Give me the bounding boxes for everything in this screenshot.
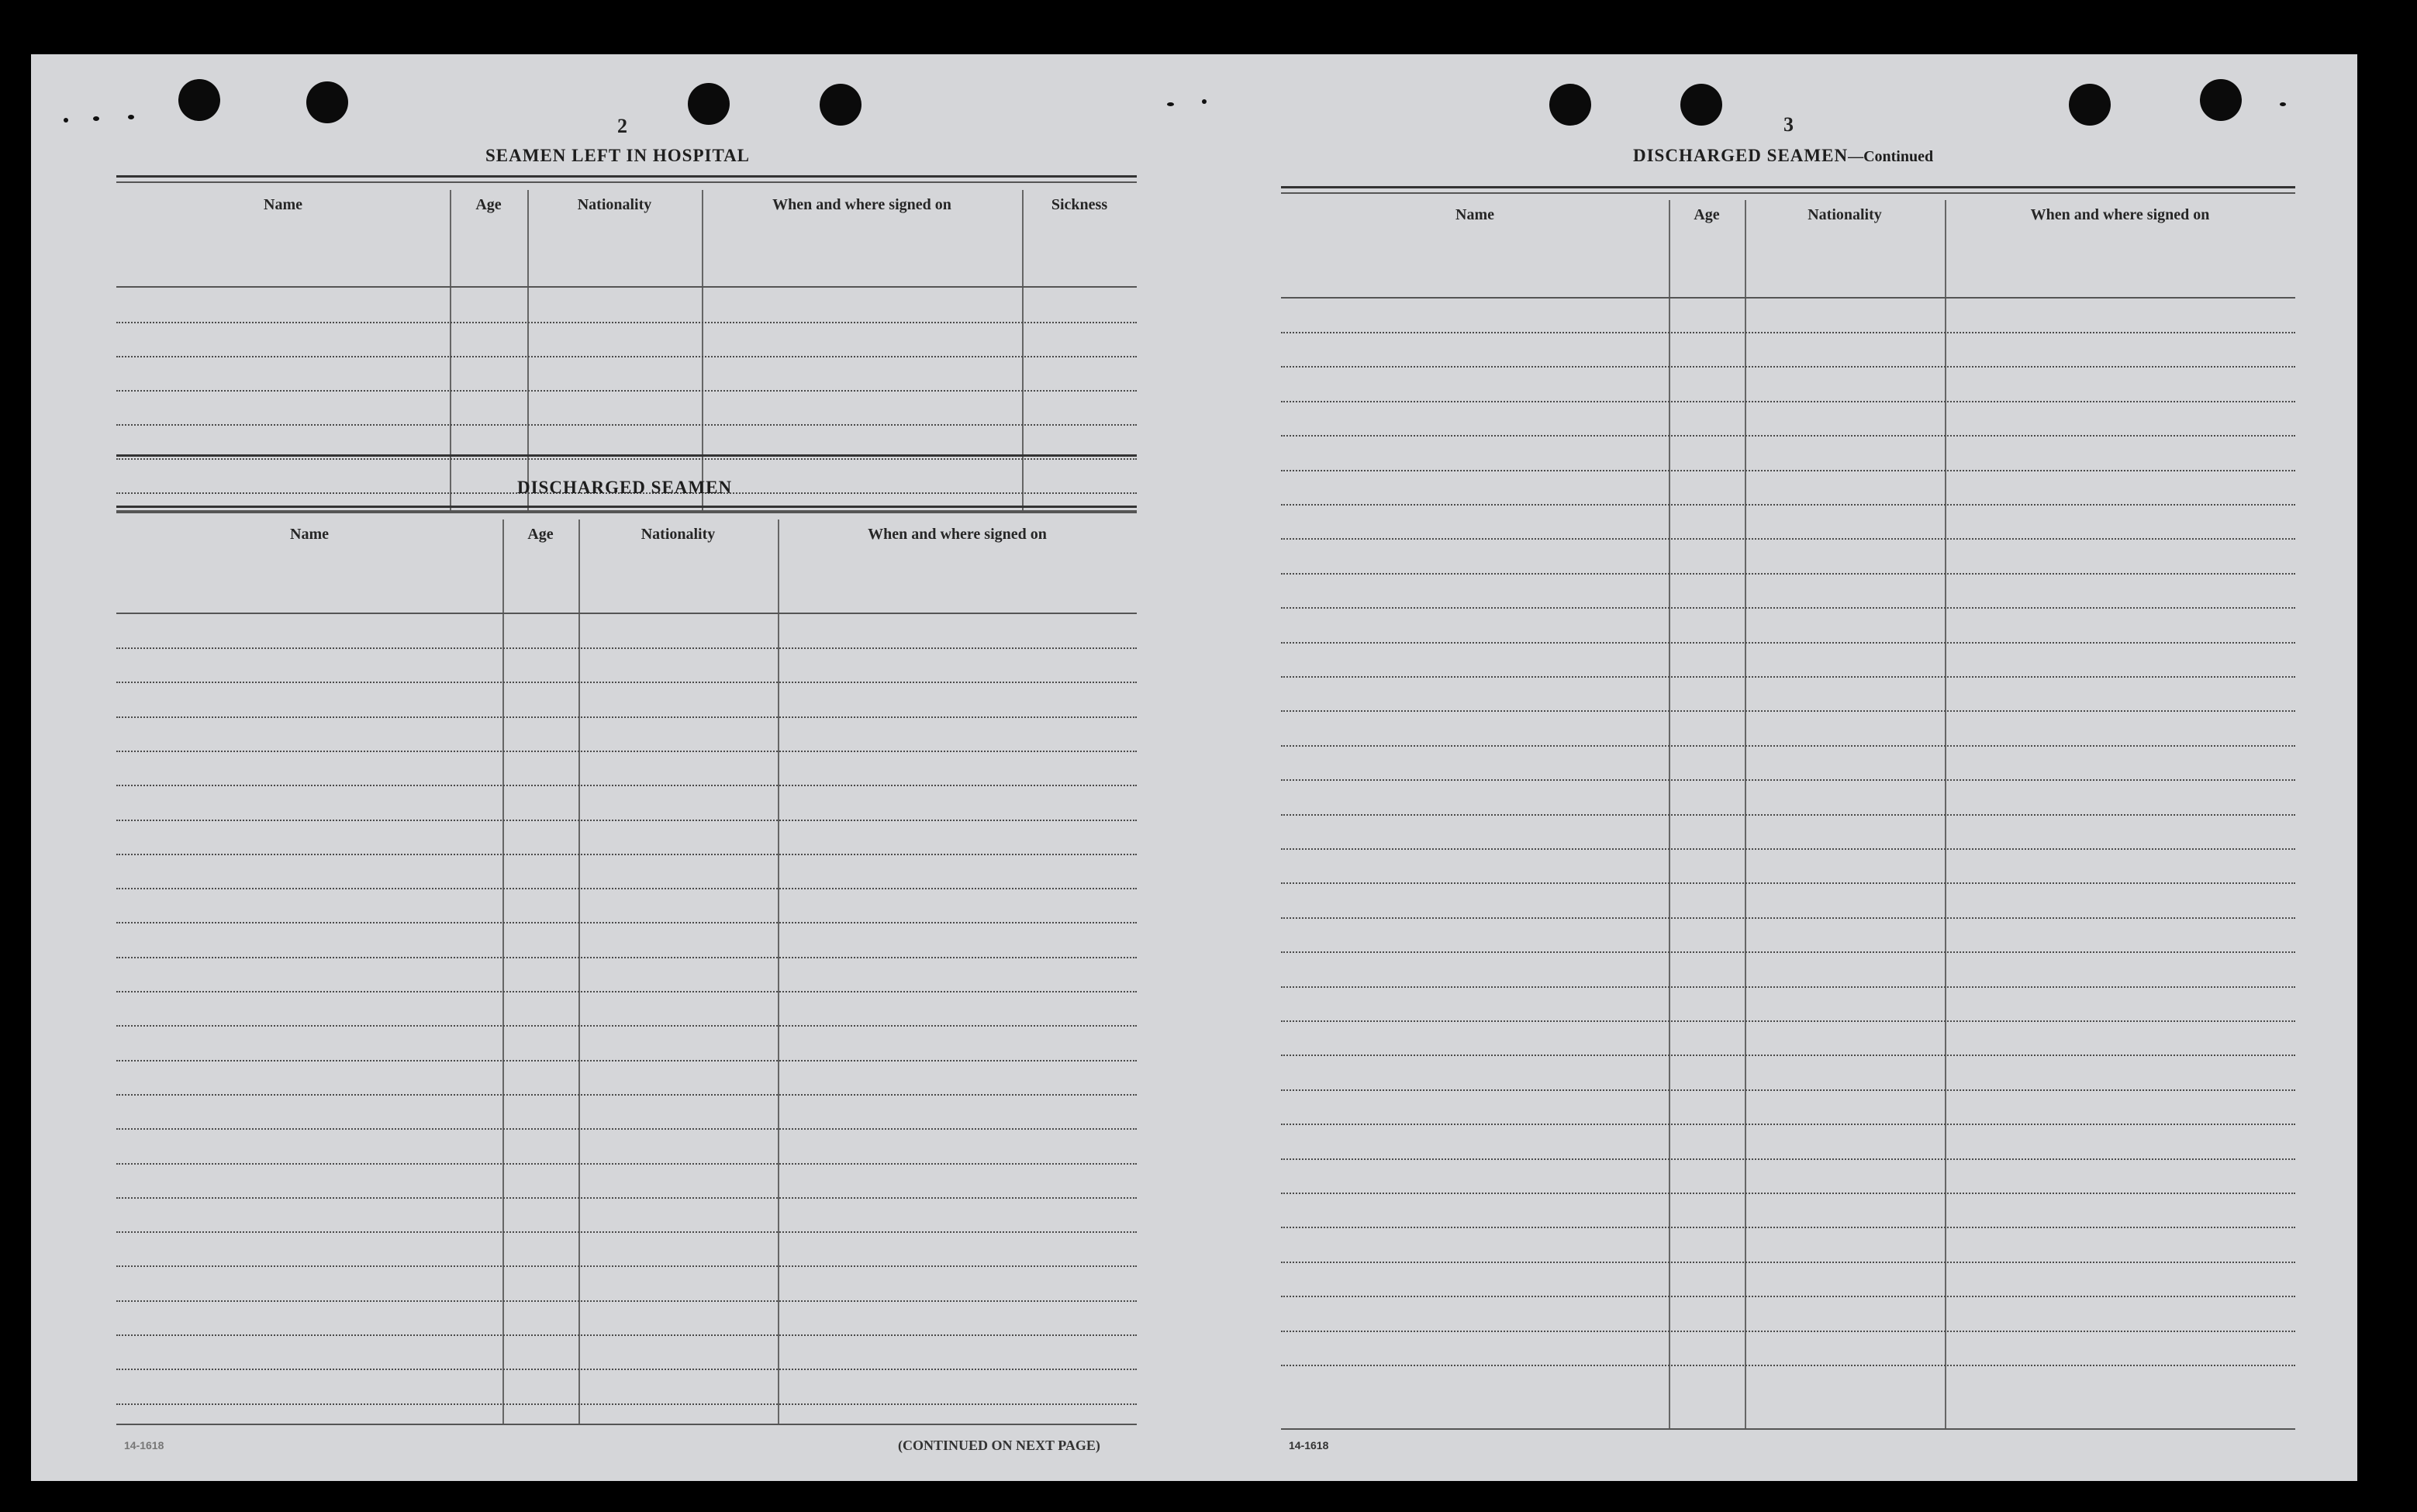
footer-form-number-right: 14-1618 <box>1289 1439 1329 1452</box>
table-bottom-line <box>1281 1428 2295 1430</box>
column-header: When and where signed on <box>868 526 1047 543</box>
punch-hole <box>306 81 348 123</box>
punch-hole <box>2200 79 2242 121</box>
continued-top-rule <box>1281 186 2295 188</box>
discharged-top-rule <box>116 506 1137 508</box>
speck <box>1167 102 1174 106</box>
continued-note: (CONTINUED ON NEXT PAGE) <box>898 1438 1100 1453</box>
form-row <box>1281 1262 2295 1264</box>
form-row <box>1281 607 2295 609</box>
form-row <box>1281 1124 2295 1126</box>
punch-hole <box>1680 84 1722 126</box>
form-row <box>116 922 1137 924</box>
form-row <box>116 991 1137 993</box>
form-row <box>1281 1296 2295 1298</box>
form-row <box>1281 917 2295 920</box>
form-row <box>1281 882 2295 885</box>
punch-hole <box>2069 84 2111 126</box>
discharged-top-rule-inner <box>116 512 1137 513</box>
speck <box>2280 102 2286 106</box>
column-divider <box>527 190 529 510</box>
form-row <box>1281 1158 2295 1161</box>
hospital-section-title: SEAMEN LEFT IN HOSPITAL <box>485 146 751 165</box>
form-row <box>116 957 1137 959</box>
form-row <box>1281 1020 2295 1023</box>
speck <box>1202 99 1207 104</box>
punch-hole <box>820 84 861 126</box>
form-row <box>116 1060 1137 1062</box>
form-row <box>116 888 1137 890</box>
form-row <box>1281 951 2295 954</box>
header-underline <box>1281 297 2295 299</box>
column-divider <box>450 190 451 510</box>
form-row <box>1281 1089 2295 1092</box>
ledger-sheet <box>31 54 2357 1481</box>
form-row <box>1281 332 2295 334</box>
form-row <box>116 785 1137 787</box>
continued-section-title <box>1633 146 1933 166</box>
column-header: Name <box>1455 206 1494 223</box>
form-row <box>116 424 1137 426</box>
column-divider <box>778 520 779 1424</box>
column-header: Age <box>527 526 554 543</box>
column-header: Sickness <box>1051 196 1108 213</box>
form-row <box>116 1300 1137 1303</box>
form-row <box>1281 1055 2295 1057</box>
column-header: Name <box>290 526 329 543</box>
footer-form-number-left: 14-1618 <box>124 1439 164 1452</box>
form-row <box>116 1334 1137 1337</box>
form-row <box>1281 710 2295 713</box>
hospital-bottom-rule <box>116 454 1137 457</box>
form-row <box>1281 1331 2295 1333</box>
continued-table <box>1281 200 2295 1431</box>
form-row <box>1281 504 2295 506</box>
form-row <box>116 1265 1137 1268</box>
form-row <box>1281 814 2295 816</box>
column-header: Nationality <box>1808 206 1882 223</box>
header-underline <box>116 613 1137 614</box>
form-row <box>1281 848 2295 851</box>
speck <box>93 116 99 121</box>
form-row <box>116 390 1137 392</box>
form-row <box>116 1197 1137 1200</box>
form-row <box>116 1163 1137 1165</box>
column-header: Name <box>264 196 302 213</box>
form-row <box>116 751 1137 753</box>
form-row <box>1281 642 2295 644</box>
form-row <box>116 682 1137 684</box>
form-row <box>116 458 1137 461</box>
form-row <box>1281 986 2295 989</box>
form-row <box>1281 676 2295 678</box>
form-row <box>116 1369 1137 1371</box>
form-row <box>116 854 1137 856</box>
column-header: Age <box>1694 206 1720 223</box>
form-row <box>1281 470 2295 472</box>
column-header: Nationality <box>577 196 652 213</box>
form-row <box>116 1128 1137 1131</box>
form-row <box>116 716 1137 719</box>
hospital-top-rule <box>116 175 1137 178</box>
discharged-table <box>116 520 1137 1427</box>
speck <box>128 115 134 119</box>
form-row <box>1281 538 2295 540</box>
form-row <box>116 647 1137 650</box>
continued-section-title-suffix: —Continued <box>1848 148 1934 165</box>
form-row <box>1281 401 2295 403</box>
form-row <box>1281 1193 2295 1195</box>
hospital-table <box>116 190 1137 516</box>
form-row <box>116 1231 1137 1234</box>
column-header: When and where signed on <box>772 196 951 213</box>
discharged-section-title: DISCHARGED SEAMEN <box>517 478 733 497</box>
column-header: Age <box>475 196 502 213</box>
form-row <box>1281 435 2295 437</box>
speck <box>64 118 68 123</box>
form-row <box>1281 779 2295 782</box>
form-row <box>116 820 1137 822</box>
punch-hole <box>1549 84 1591 126</box>
column-header: Nationality <box>641 526 716 543</box>
column-divider <box>578 520 580 1424</box>
form-row <box>1281 745 2295 747</box>
column-divider <box>1022 190 1024 510</box>
form-row <box>116 1403 1137 1406</box>
header-underline <box>116 286 1137 288</box>
column-header: When and where signed on <box>2030 206 2210 223</box>
form-row <box>1281 1227 2295 1229</box>
continued-top-rule-inner <box>1281 192 2295 194</box>
column-divider <box>502 520 504 1424</box>
table-bottom-line <box>116 1424 1137 1425</box>
form-row <box>116 1094 1137 1096</box>
page-number-right: 3 <box>1783 113 1794 136</box>
continued-section-title-main: DISCHARGED SEAMEN <box>1633 146 1849 165</box>
punch-hole <box>688 83 730 125</box>
column-divider <box>702 190 703 510</box>
form-row <box>1281 573 2295 575</box>
form-row <box>1281 1365 2295 1367</box>
form-row <box>1281 366 2295 368</box>
form-row <box>116 1025 1137 1027</box>
form-row <box>116 322 1137 324</box>
punch-hole <box>178 79 220 121</box>
hospital-top-rule-inner <box>116 181 1137 183</box>
page-number-left: 2 <box>617 115 627 137</box>
form-row <box>116 356 1137 358</box>
